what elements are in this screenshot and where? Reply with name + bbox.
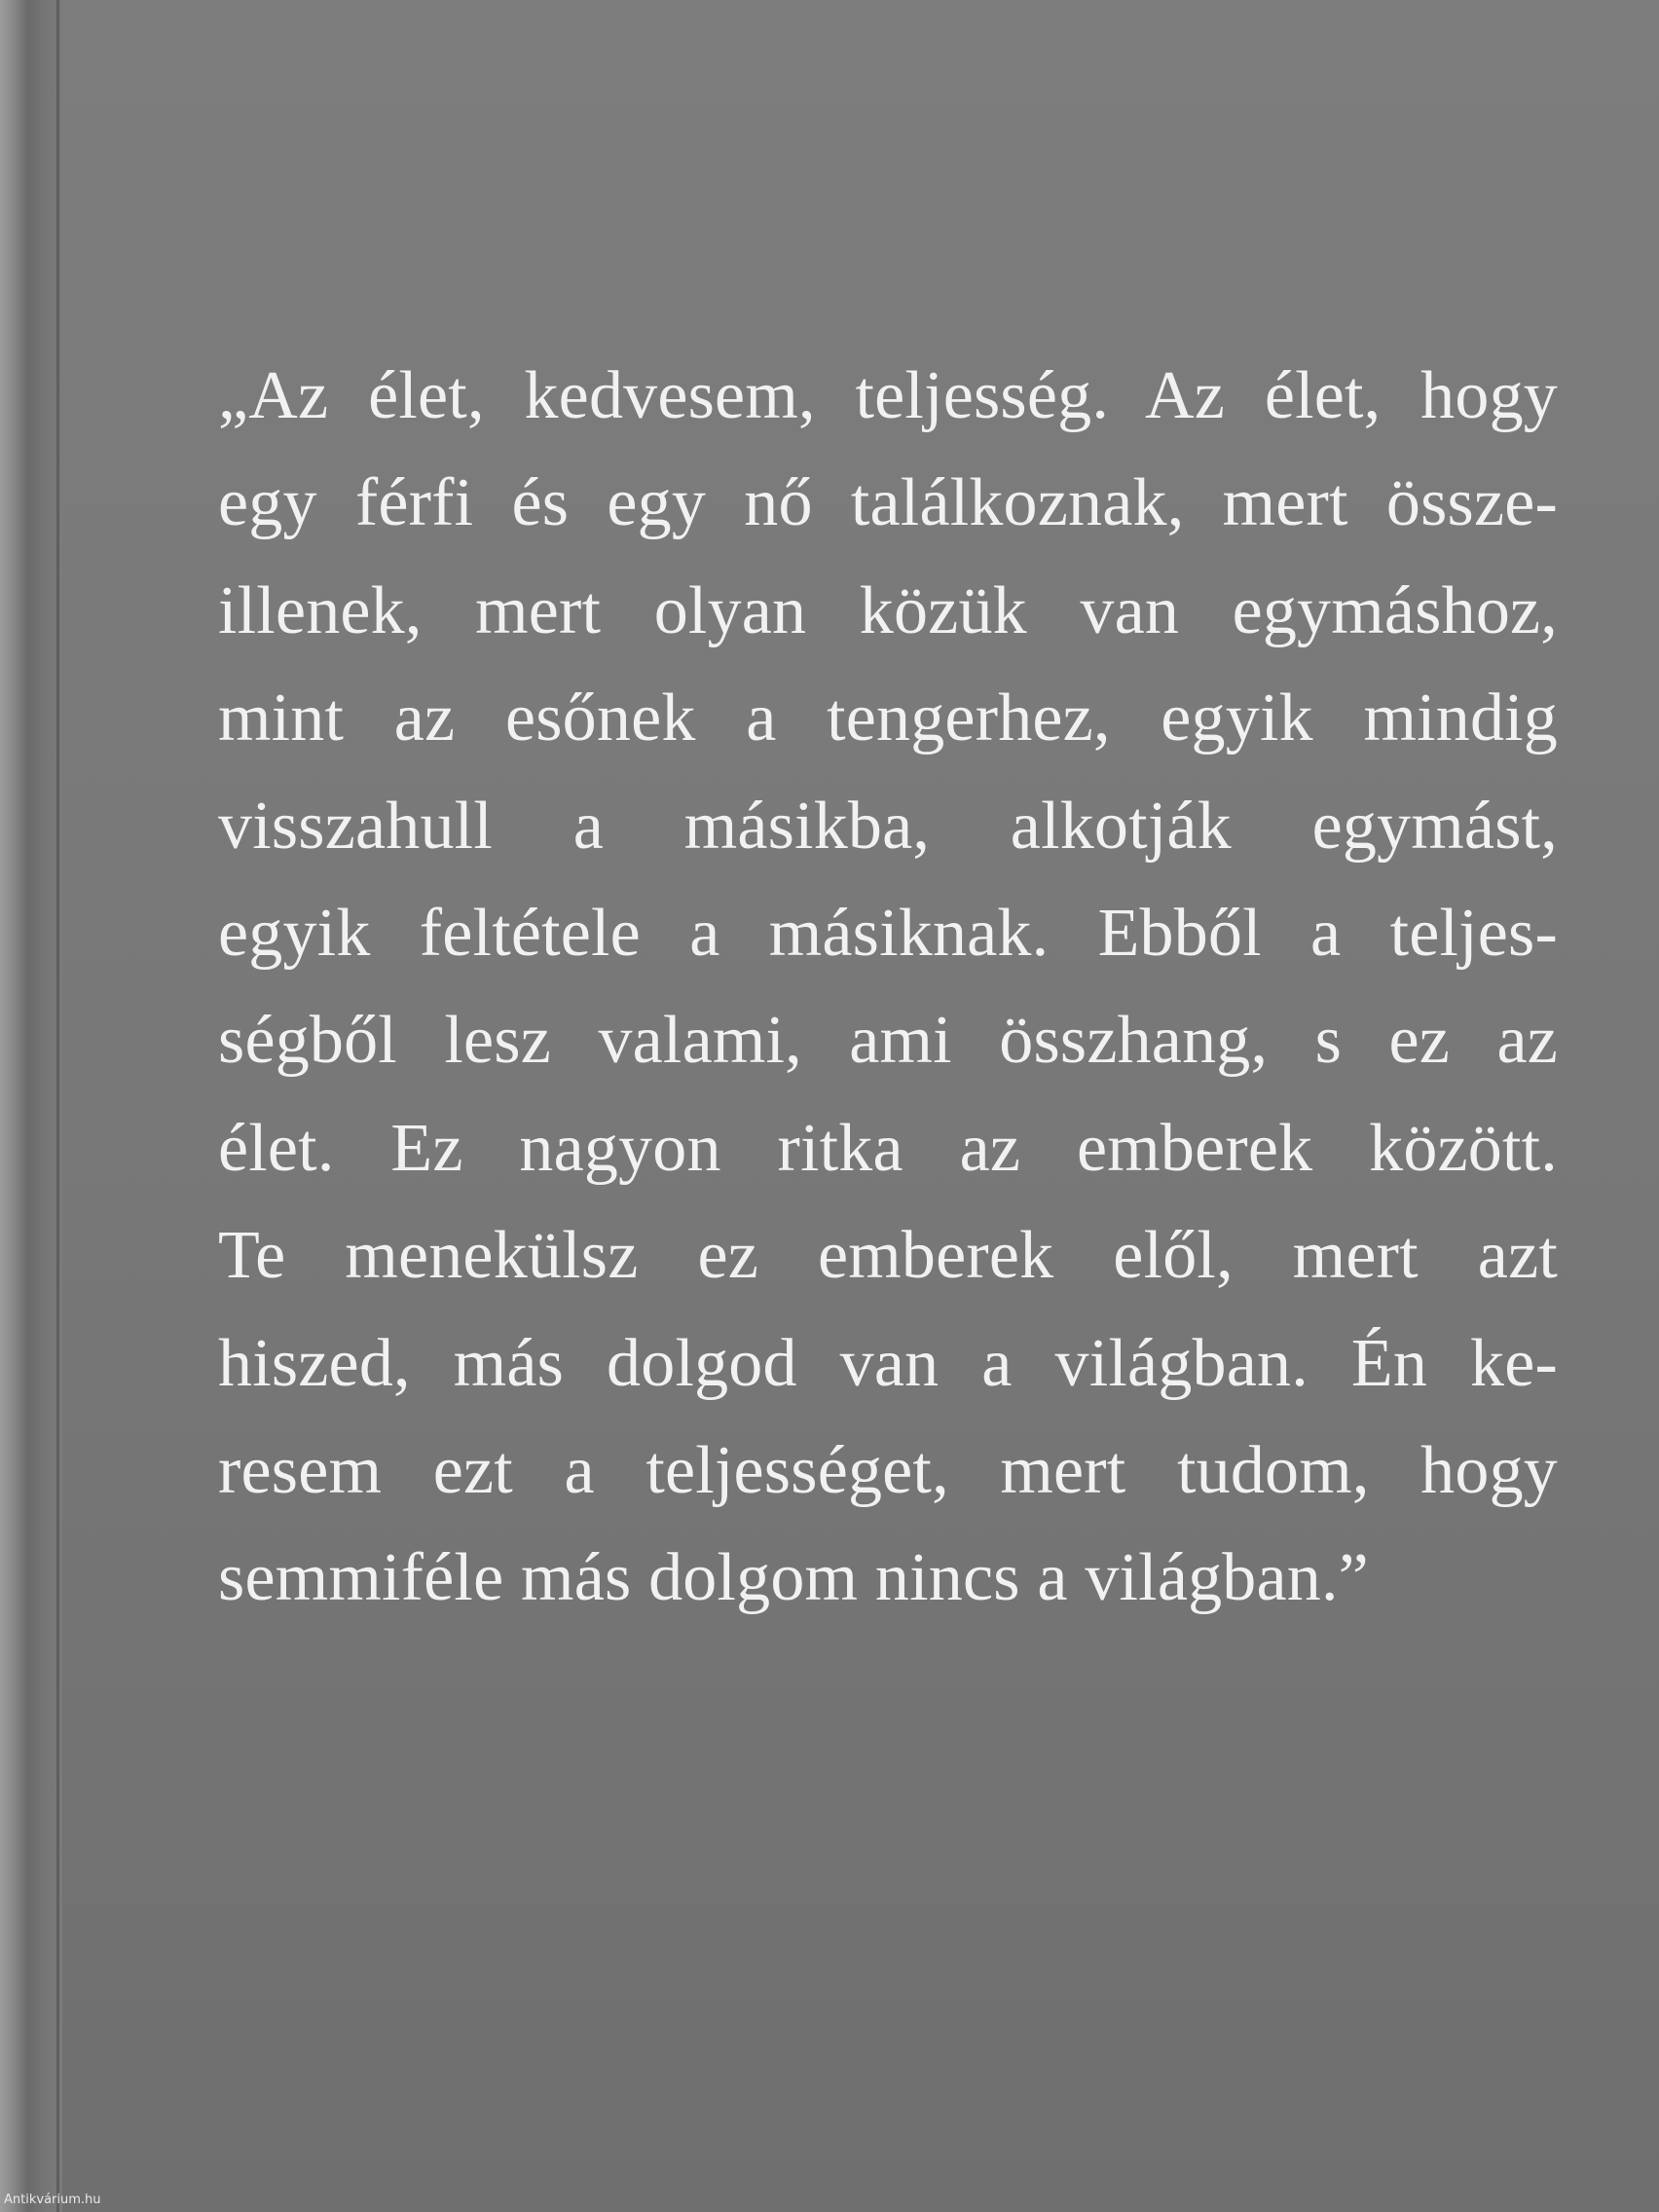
quote-line: semmiféle más dolgom nincs a világban.” (218, 1540, 1369, 1616)
quote-line: Te menekülsz ez emberek elől, mert azt (218, 1218, 1558, 1294)
quote-line: visszahull a másikba, alkotják egymást, (218, 788, 1558, 864)
quote-line: ségből lesz valami, ami összhang, s ez az (218, 1003, 1558, 1079)
quote-line: egy férfi és egy nő találkoznak, mert össze- (218, 465, 1558, 541)
quote-line: „Az élet, kedvesem, teljesség. Az élet, hogy (218, 358, 1558, 433)
quote-line: resem ezt a teljességet, mert tudom, hogy (218, 1432, 1558, 1508)
book-spine-edge (0, 0, 62, 2212)
watermark: Antikvárium.hu (4, 2193, 101, 2207)
quote-line: hiszed, más dolgod van a világban. Én ke- (218, 1325, 1558, 1401)
quote-line: élet. Ez nagyon ritka az emberek között. (218, 1110, 1558, 1186)
quote-text-block (218, 343, 1558, 1633)
spine-fold-line (56, 0, 59, 2212)
quote-line: illenek, mert olyan közük van egymáshoz, (218, 572, 1558, 648)
quote-line: egyik feltétele a másiknak. Ebből a teljes- (218, 895, 1558, 971)
quote-line: mint az esőnek a tengerhez, egyik mindig (218, 681, 1558, 756)
